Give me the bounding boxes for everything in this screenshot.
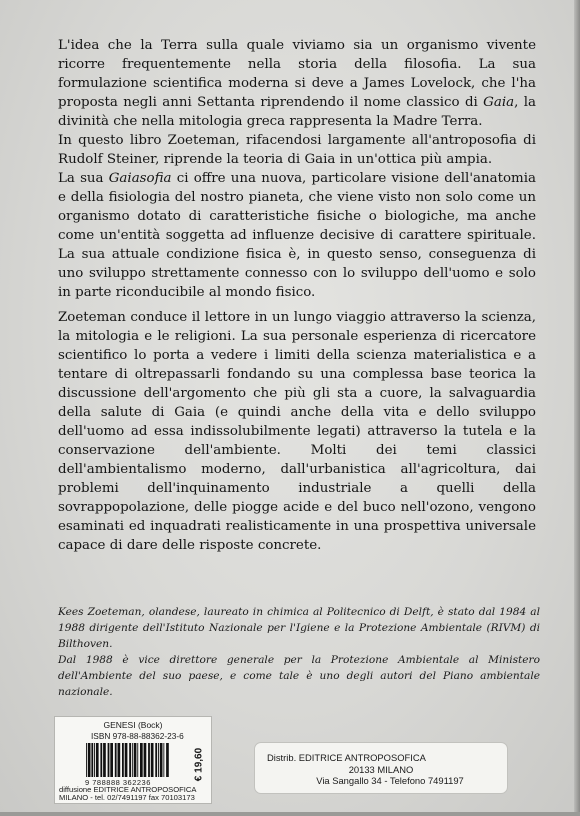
price-tag xyxy=(191,745,207,785)
text-run: In questo libro Zoeteman, rifacendosi largamente all'antroposofia di Rudolf Steiner, riprende la teoria di Gaia in un'ottica più ampia. xyxy=(58,133,536,167)
publisher-name: GENESI (Bock) xyxy=(103,720,163,730)
description-paragraph xyxy=(58,36,536,131)
text-run: Zoeteman conduce il lettore in un lungo viaggio attraverso la scienza, la mitologia e le religioni. La sua personale esperienza di ricercatore scientifico lo porta a vedere i limiti della scienza materialistica e a tentare di oltrepassarli fondando su una complessa base teorica la discussione dell'argomento che più gli sta a cuore, la salvaguardia della salute di Gaia (e quindi anche della vita e dello sviluppo dell'uomo ad essa indissolubilmente legati) attraverso la tutela e la conservazione dell'ambiente. Molti dei temi classici dell'ambientalismo moderno, dall'urbanistica all'agricoltura, dai problemi dell'inquinamento industriale a quelli della sovrappopolazione, delle piogge acide e del buco nell'ozono, vengono esaminati ed inquadrati realisticamente in una prospettiva universale capace di dare delle risposte concrete. xyxy=(58,310,536,553)
description-paragraph xyxy=(58,169,536,302)
author-bio-line: Dal 1988 è vice direttore generale per la Protezione Ambientale al Ministero dell'Ambiente del suo paese, e come tale è uno degli autori del Piano ambientale nazionale. xyxy=(58,654,540,698)
text-run: ci offre una nuova, particolare visione dell'anatomia e della fisiologia del nostro pianeta, che viene visto non solo come un organismo dotato di caratteristiche fisiche o biologiche, ma anche come un'entità soggetta ad influenze decisive di carattere spirituale. La sua attuale condizione fisica è, in questo senso, conseguenza di uno sviluppo strettamente connesso con lo sviluppo dell'uomo e solo in parte riconducibile al mondo fisico. xyxy=(58,171,536,300)
text-run: L'idea che la Terra sulla quale viviamo sia un organismo vivente ricorre frequentemente nella storia della filosofia. La sua formulazione scientifica moderna si deve a James Lovelock, che l'ha proposta negli anni Settanta riprendendo il nome classico di xyxy=(58,38,536,110)
description-paragraph xyxy=(58,131,536,169)
distributor-city: 20133 MILANO xyxy=(348,764,414,775)
page-edge xyxy=(574,0,580,816)
author-bio xyxy=(58,604,540,700)
page-edge xyxy=(0,812,580,816)
distribution-line: diffusione EDITRICE ANTROPOSOFICA xyxy=(59,785,197,794)
italic-term: Gaia xyxy=(483,95,515,110)
italic-term: Gaiasofia xyxy=(108,171,172,186)
text-run: , la divinità che nella mitologia greca rappresenta la Madre Terra. xyxy=(58,95,537,129)
barcode-digits: 9 788888 362236 xyxy=(85,778,151,787)
isbn-number: ISBN 978-88-88362-23-6 xyxy=(91,731,184,741)
description-text xyxy=(58,36,536,555)
distributor-sticker xyxy=(254,742,508,794)
description-paragraph xyxy=(58,308,536,555)
text-run: La sua xyxy=(58,171,109,186)
barcode-icon xyxy=(85,743,187,777)
distributor-address: Via Sangallo 34 - Telefono 7491197 xyxy=(316,775,464,786)
distribution-line: MILANO - tel. 02/7491197 fax 70103173 xyxy=(59,793,195,802)
author-bio-line: Kees Zoeteman, olandese, laureato in chimica al Politecnico di Delft, è stato dal 1984 al 1988 dirigente dell'Istituto Nazionale per l'Igiene e la Protezione Ambientale (RIVM) di Bilthoven. xyxy=(58,606,540,650)
barcode-sticker xyxy=(54,716,212,804)
price-value: € 19,60 xyxy=(193,747,205,782)
distributor-name: Distrib. EDITRICE ANTROPOSOFICA xyxy=(267,752,426,763)
